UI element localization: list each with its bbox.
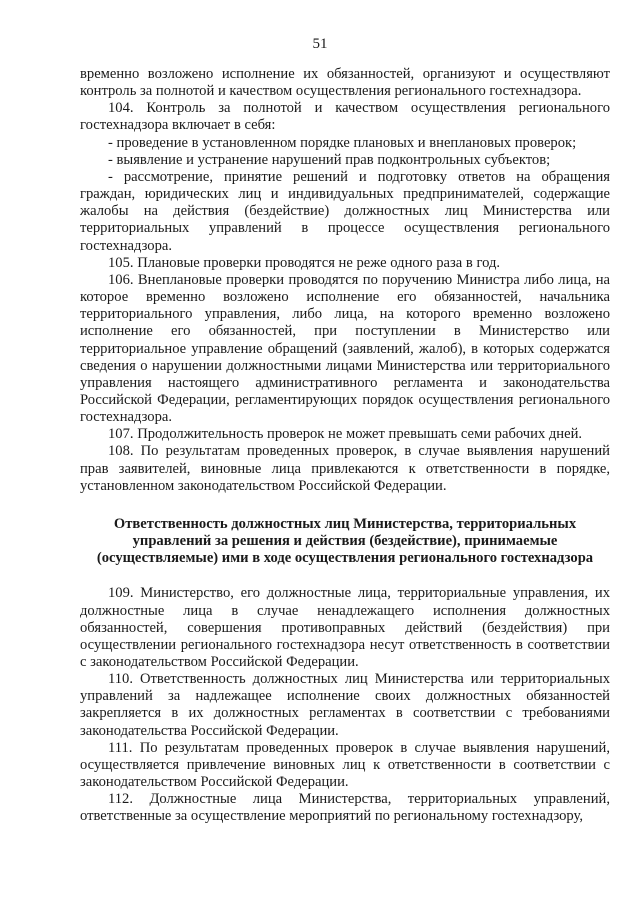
document-body [80, 66, 610, 826]
paragraph-continuation: временно возложено исполнение их обязанностей, организуют и осуществляют контроль за полнотой и качеством осуществления регионального гостехнадзора. [80, 66, 610, 100]
list-item-104-3: - рассмотрение, принятие решений и подготовку ответов на обращения граждан, юридических лиц и индивидуальных предпринимателей, содержащие жалобы на действия (бездействие) должностных лиц Министерства или территориальных управлений в процессе осуществления регионального гостехнадзора. [80, 168, 610, 254]
section-heading: Ответственность должностных лиц Министерства, территориальных управлений за решения и действия (бездействие), принимаемые (осуществляемые) ими в ходе осуществления регионального гостехнадзора [96, 515, 594, 567]
paragraph-111: 111. По результатам проведенных проверок в случае выявления нарушений, осуществляется привлечение виновных лиц к ответственности в соответствии с законодательством Российской Федерации. [80, 739, 610, 791]
list-item-104-1: - проведение в установленном порядке плановых и внеплановых проверок; [108, 134, 577, 151]
paragraph-112: 112. Должностные лица Министерства, территориальных управлений, ответственные за осуществление мероприятий по региональному гостехнадзору, [80, 791, 610, 825]
paragraph-107: 107. Продолжительность проверок не может превышать семи рабочих дней. [108, 426, 583, 443]
paragraph-104: 104. Контроль за полнотой и качеством осуществления регионального гостехнадзора включает в себя: [80, 100, 610, 134]
page-number: 51 [312, 36, 328, 52]
paragraph-105: 105. Плановые проверки проводятся не реже одного раза в год. [108, 254, 501, 271]
paragraph-106: 106. Внеплановые проверки проводятся по поручению Министра либо лица, на которое временно возложено исполнение его обязанностей, начальника территориального управления, либо лица, на которого временно возложено исполнение его обязанностей, при поступлении в Министерство или территориальное управление обращений (заявлений, жалоб), в которых содержатся сведения о нарушении должностными лицами Министерства или территориального управления настоящего административного регламента и законодательства Российской Федерации, регламентирующих порядок осуществления регионального гостехнадзора. [80, 271, 610, 426]
paragraph-108: 108. По результатам проведенных проверок, в случае выявления нарушений прав заявителей, виновные лица привлекаются к ответственности в порядке, установленном законодательством Российской Федерации. [80, 443, 610, 494]
paragraph-109: 109. Министерство, его должностные лица, территориальные управления, их должностные лица в случае ненадлежащего исполнения должностных обязанностей, совершения противоправных действий (бездействия) при осуществлении регионального гостехнадзора несут ответственность в соответствии с законодательством Российской Федерации. [80, 585, 610, 670]
paragraph-110: 110. Ответственность должностных лиц Министерства или территориальных управлений за надлежащее исполнение своих должностных обязанностей закрепляется в их должностных регламентах в соответствии с требованиями законодательства Российской Федерации. [80, 671, 610, 739]
list-item-104-2: - выявление и устранение нарушений прав подконтрольных субъектов; [108, 151, 551, 168]
